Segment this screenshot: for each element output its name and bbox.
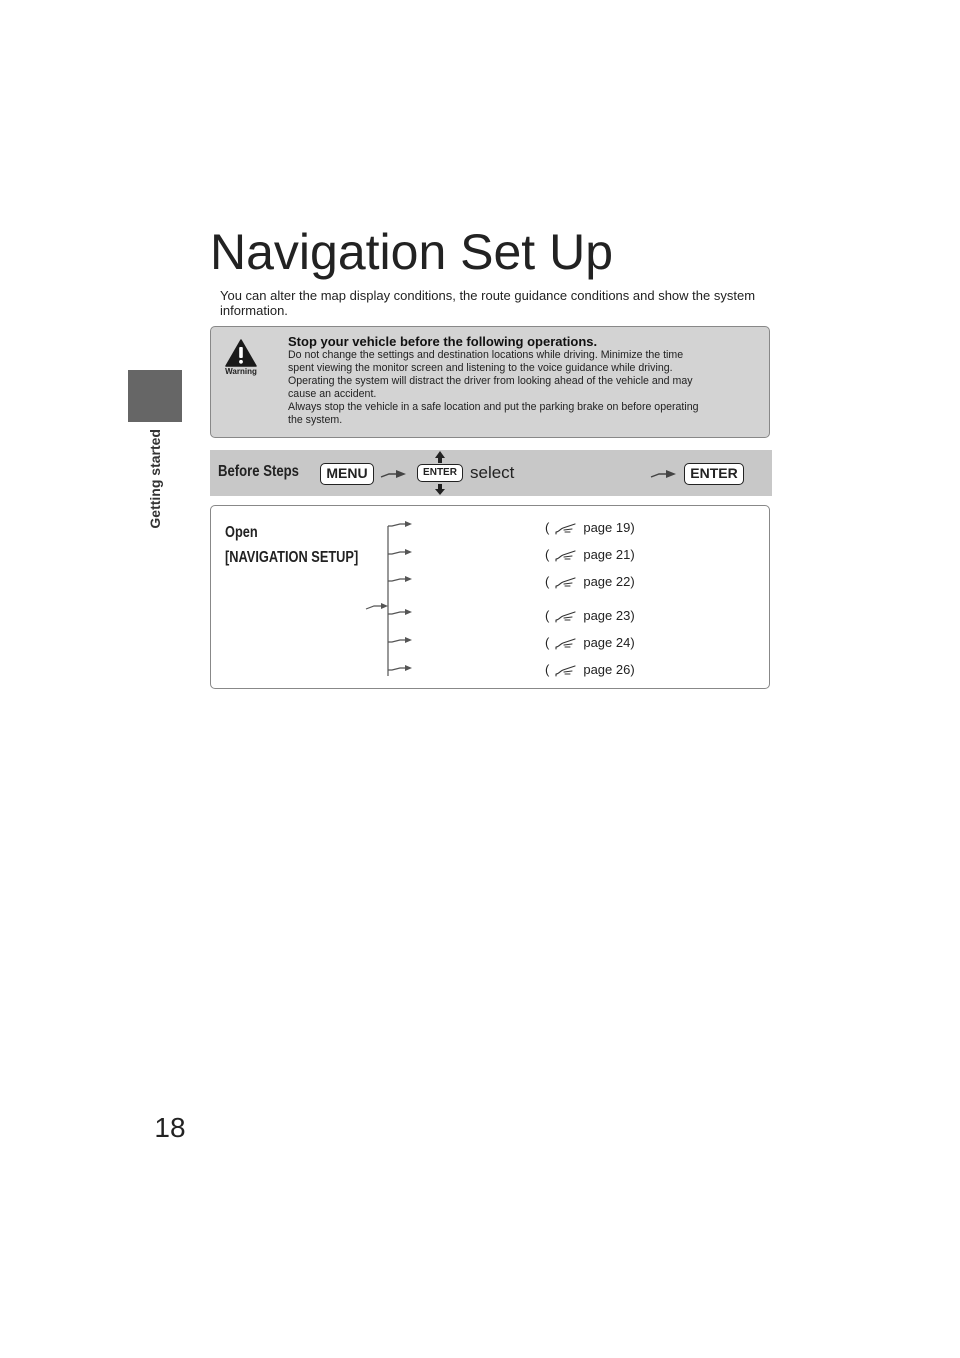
reference-text: page 24) [583,635,635,650]
before-steps-label: Before Steps [218,463,299,480]
page-reference [545,608,635,623]
pointing-hand-icon [554,636,578,650]
reference-text: page 21) [583,547,635,562]
warning-line: cause an accident. [288,388,377,400]
warning-line: the system. [288,414,343,426]
open-navigation-setup-box [210,505,770,689]
arrow-down-icon [434,483,446,496]
arrow-right-icon [380,467,408,481]
page-reference [545,574,635,589]
open-label-line: Open [225,524,258,541]
warning-heading: Stop your vehicle before the following operations. [288,334,598,349]
warning-line: spent viewing the monitor screen and listening to the voice guidance while driving. [288,362,673,374]
open-label [225,520,361,570]
reference-open-paren: ( [545,574,550,589]
pointing-hand-icon [554,663,578,677]
reference-open-paren: ( [545,547,550,562]
enter-key: ENTER [684,463,744,485]
warning-line: Do not change the settings and destination locations while driving. Minimize the time [288,349,684,361]
reference-text: page 22) [583,574,635,589]
before-steps-bar [210,450,772,496]
pointing-hand-icon [554,609,578,623]
reference-text: page 26) [583,662,635,677]
page-reference [545,635,635,650]
page-reference [545,547,635,562]
menu-key: MENU [320,463,374,485]
warning-body [288,349,760,427]
pointing-hand-icon [554,521,578,535]
section-tab-text: Getting started [147,429,163,529]
warning-box [210,326,770,438]
open-label-line: [NAVIGATION SETUP] [225,549,359,566]
reference-open-paren: ( [545,635,550,650]
arrow-up-icon [434,450,446,464]
enter-key-small: ENTER [417,464,463,482]
page-reference [545,520,635,535]
warning-line: Operating the system will distract the driver from looking ahead of the vehicle and may [288,375,693,387]
warning-label: Warning [225,367,257,376]
section-tab-label [145,420,165,538]
reference-open-paren: ( [545,662,550,677]
reference-text: page 19) [583,520,635,535]
warning-text [288,334,760,427]
reference-text: page 23) [583,608,635,623]
page-reference [545,662,635,677]
page-title: Navigation Set Up [210,224,614,280]
arrow-right-icon [650,467,678,481]
warning-line: Always stop the vehicle in a safe location and put the parking brake on before operating [288,401,699,413]
menu-tree-connector [356,514,416,684]
page-number: 18 [154,1112,186,1143]
reference-open-paren: ( [545,608,550,623]
reference-open-paren: ( [545,520,550,535]
warning-triangle-icon [225,339,257,379]
pointing-hand-icon [554,575,578,589]
section-tab-marker [128,370,182,422]
select-word: select [470,463,515,482]
pointing-hand-icon [554,548,578,562]
intro-paragraph: You can alter the map display conditions, the route guidance conditions and show the system information. [220,288,756,318]
